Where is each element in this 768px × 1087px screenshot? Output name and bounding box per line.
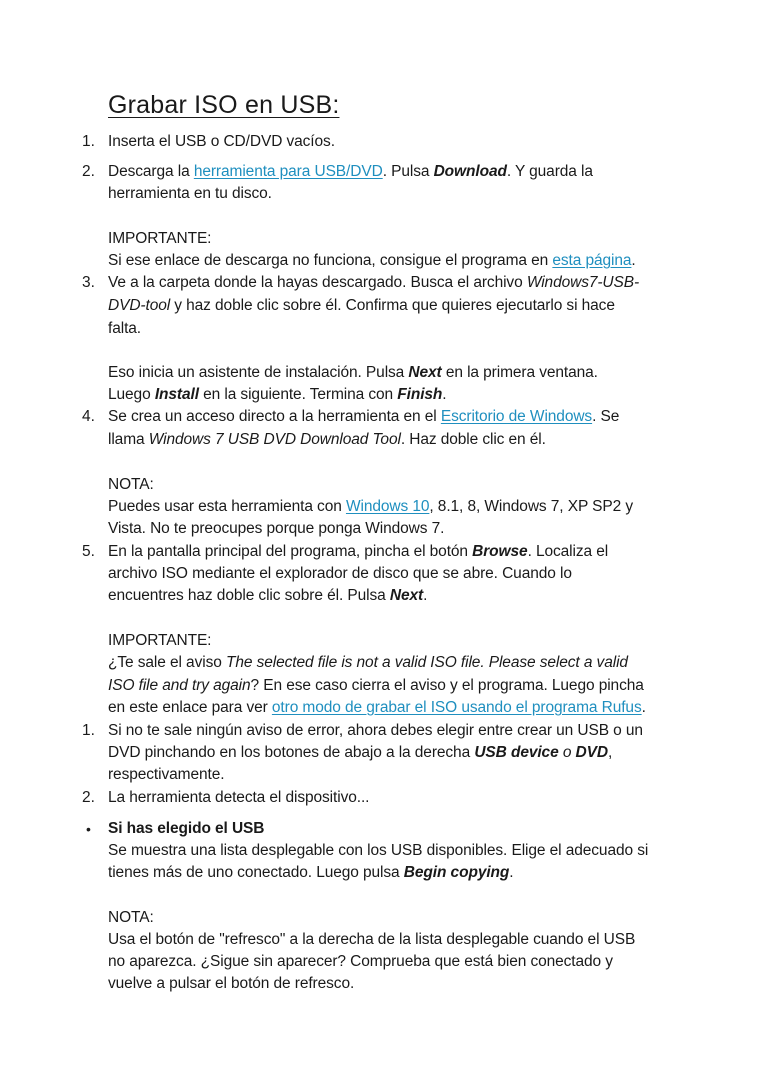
list-number: 1. [82,133,95,150]
list-item: En la pantalla principal del programa, pincha el botón Browse. Localiza el [108,543,609,560]
paragraph: vuelve a pulsar el botón de refresco. [108,975,355,992]
paragraph: ¿Te sale el aviso The selected file is not a valid ISO file. Please select a valid [108,654,628,671]
list-item: Descarga la herramienta para USB/DVD. Pulsa Download. Y guarda la [108,163,593,180]
important-label: IMPORTANTE: [108,632,212,649]
note-label: NOTA: [108,909,154,926]
list-item-continued: respectivamente. [108,766,225,783]
list-item: Se crea un acceso directo a la herramienta en el Escritorio de Windows. Se [108,408,620,425]
paragraph: Vista. No te preocupes porque ponga Windows 7. [108,520,445,537]
paragraph: no aparezca. ¿Sigue sin aparecer? Comprueba que está bien conectado y [108,953,613,970]
list-item-continued: archivo ISO mediante el explorador de disco que se abre. Cuando lo [108,565,572,582]
paragraph: Usa el botón de "refresco" a la derecha de la lista desplegable cuando el USB [108,931,636,948]
paragraph: Eso inicia un asistente de instalación. Pulsa Next en la primera ventana. [108,364,598,381]
paragraph: Luego Install en la siguiente. Termina con Finish. [108,386,447,403]
list-item-continued: llama Windows 7 USB DVD Download Tool. Haz doble clic en él. [108,431,546,448]
list-number: 4. [82,408,95,425]
paragraph: Si ese enlace de descarga no funciona, consigue el programa en esta página. [108,252,636,269]
desktop-link[interactable]: Escritorio de Windows [440,408,593,425]
list-number: 2. [82,789,95,806]
list-item: Si no te sale ningún aviso de error, ahora debes elegir entre crear un USB o un [108,722,643,739]
rufus-link[interactable]: otro modo de grabar el ISO usando el programa Rufus [271,699,642,716]
list-item: La herramienta detecta el dispositivo... [108,789,370,806]
paragraph: Se muestra una lista desplegable con los USB disponibles. Elige el adecuado si [108,842,649,859]
list-number: 3. [82,274,95,291]
note-label: NOTA: [108,476,154,493]
section-heading: Si has elegido el USB [108,820,265,837]
list-item-continued: encuentres haz doble clic sobre él. Pulsa Next. [108,587,428,604]
list-item-continued: herramienta en tu disco. [108,185,272,202]
paragraph: ISO file and try again? En ese caso cierra el aviso y el programa. Luego pincha [108,677,644,694]
windows10-link[interactable]: Windows 10 [345,498,430,515]
list-number: 5. [82,543,95,560]
list-item: Ve a la carpeta donde la hayas descargado. Busca el archivo Windows7-USB- [108,274,640,291]
list-number: 2. [82,163,95,180]
important-label: IMPORTANTE: [108,230,212,247]
download-tool-link[interactable]: herramienta para USB/DVD [193,163,383,180]
paragraph: tienes más de uno conectado. Luego pulsa Begin copying. [108,864,514,881]
list-item-continued: falta. [108,320,142,337]
list-item: Inserta el USB o CD/DVD vacíos. [108,133,335,150]
page-title: Grabar ISO en USB: [108,91,340,119]
paragraph: en este enlace para ver otro modo de grabar el ISO usando el programa Rufus. [108,699,646,716]
list-item-continued: DVD-tool y haz doble clic sobre él. Confirma que quieres ejecutarlo si hace [108,297,615,314]
alternate-download-link[interactable]: esta página [552,252,632,269]
paragraph: Puedes usar esta herramienta con Windows 10, 8.1, 8, Windows 7, XP SP2 y [108,498,633,515]
list-number: 1. [82,722,95,739]
list-item-continued: DVD pinchando en los botones de abajo a la derecha USB device o DVD, [108,744,613,761]
bullet-icon: • [86,821,91,837]
